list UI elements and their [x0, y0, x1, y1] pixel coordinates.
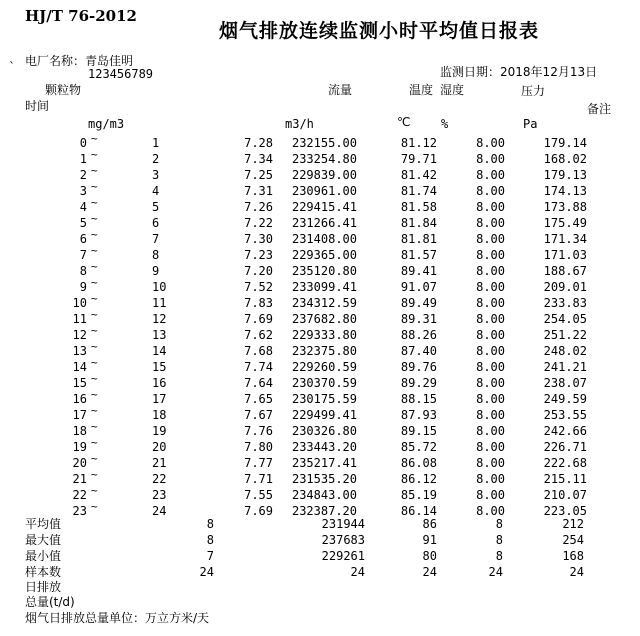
humidity-value: 8.00: [476, 392, 505, 406]
hour-end: 18: [152, 408, 167, 422]
pm-value: 7.76: [244, 424, 273, 438]
pm-value: 7.52: [244, 280, 273, 294]
tilde-separator: ~: [91, 228, 98, 241]
flow-value: 235120.80: [291, 264, 357, 278]
temp-value: 88.15: [400, 392, 437, 406]
flow-value: 229333.80: [291, 328, 357, 342]
monitor-date-value: 2018年12月13日: [500, 65, 598, 79]
flow-value: 237682.80: [291, 312, 357, 326]
temp-value: 91.07: [400, 280, 437, 294]
tilde-separator: ~: [91, 484, 98, 497]
tilde-separator: ~: [91, 404, 98, 417]
hour-start: 20: [72, 456, 87, 470]
hour-end: 8: [152, 248, 160, 262]
flow-value: 230961.00: [291, 184, 357, 198]
tilde-separator: ~: [91, 212, 98, 225]
pm-value: 7.62: [244, 328, 273, 342]
hour-start: 3: [79, 184, 87, 198]
hour-start: 8: [79, 264, 87, 278]
col-header-pressure: 压力: [521, 84, 546, 98]
tilde-separator: ~: [91, 132, 98, 145]
pressure-value: 253.55: [543, 408, 587, 422]
stray-backtick-mark: `: [9, 60, 15, 74]
flow-value: 235217.41: [291, 456, 357, 470]
tilde-separator: ~: [91, 180, 98, 193]
daily-emission-label-line2: 总量(t/d): [25, 595, 75, 609]
hour-start: 1: [79, 152, 87, 166]
col-header-humidity: 湿度: [440, 83, 465, 97]
hour-end: 4: [152, 184, 160, 198]
hour-end: 23: [152, 488, 167, 502]
hour-start: 23: [72, 504, 87, 518]
pm-summary-value: 8: [206, 517, 214, 531]
plant-name-value: 青岛佳明: [85, 54, 134, 68]
pressure-value: 171.34: [543, 232, 587, 246]
pressure-value: 174.13: [543, 184, 587, 198]
hour-end: 12: [152, 312, 167, 326]
flow-summary-value: 237683: [321, 533, 365, 547]
pressure-summary-value: 168: [562, 549, 584, 563]
tilde-separator: ~: [91, 356, 98, 369]
temp-value: 87.93: [400, 408, 437, 422]
hour-end: 21: [152, 456, 167, 470]
pm-value: 7.31: [244, 184, 273, 198]
temp-value: 88.26: [400, 328, 437, 342]
humidity-summary-value: 8: [495, 549, 503, 563]
temp-value: 86.12: [400, 472, 437, 486]
tilde-separator: ~: [91, 260, 98, 273]
hour-start: 13: [72, 344, 87, 358]
humidity-value: 8.00: [476, 328, 505, 342]
unit-temp: ℃: [397, 115, 411, 129]
tilde-separator: ~: [91, 388, 98, 401]
flow-value: 229499.41: [291, 408, 357, 422]
temp-value: 86.08: [400, 456, 437, 470]
hour-end: 13: [152, 328, 167, 342]
pm-value: 7.74: [244, 360, 273, 374]
humidity-value: 8.00: [476, 488, 505, 502]
hour-end: 9: [152, 264, 160, 278]
temp-value: 81.42: [400, 168, 437, 182]
flow-value: 232155.00: [291, 136, 357, 150]
hour-start: 11: [72, 312, 87, 326]
hour-start: 15: [72, 376, 87, 390]
tilde-separator: ~: [91, 164, 98, 177]
temp-summary-value: 86: [422, 517, 437, 531]
hour-end: 7: [152, 232, 160, 246]
pm-value: 7.30: [244, 232, 273, 246]
tilde-separator: ~: [91, 340, 98, 353]
hour-start: 17: [72, 408, 87, 422]
hour-end: 10: [152, 280, 167, 294]
pressure-value: 171.03: [543, 248, 587, 262]
unit-humidity: %: [441, 117, 449, 131]
temp-value: 86.14: [400, 504, 437, 518]
summary-row: [0, 549, 640, 565]
tilde-separator: ~: [91, 372, 98, 385]
summary-row: [0, 517, 640, 533]
hour-end: 20: [152, 440, 167, 454]
humidity-value: 8.00: [476, 152, 505, 166]
humidity-value: 8.00: [476, 360, 505, 374]
hour-start: 22: [72, 488, 87, 502]
tilde-separator: ~: [91, 308, 98, 321]
pressure-value: 233.83: [543, 296, 587, 310]
pressure-summary-value: 254: [562, 533, 584, 547]
flow-value: 230326.80: [291, 424, 357, 438]
temp-value: 79.71: [400, 152, 437, 166]
pm-value: 7.22: [244, 216, 273, 230]
tilde-separator: ~: [91, 244, 98, 257]
humidity-value: 8.00: [476, 168, 505, 182]
pm-summary-value: 24: [199, 565, 214, 579]
pm-value: 7.69: [244, 312, 273, 326]
pressure-value: 209.01: [543, 280, 587, 294]
tilde-separator: ~: [91, 420, 98, 433]
flue-gas-total-unit-note: 烟气日排放总量单位：万立方米/天: [25, 611, 210, 625]
plant-code: 123456789: [88, 67, 154, 81]
monitor-date-label: 监测日期：: [440, 65, 501, 79]
pm-value: 7.28: [244, 136, 273, 150]
temp-value: 81.81: [400, 232, 437, 246]
humidity-value: 8.00: [476, 216, 505, 230]
temp-value: 89.29: [400, 376, 437, 390]
flow-value: 233254.80: [291, 152, 357, 166]
hour-start: 18: [72, 424, 87, 438]
temp-value: 81.57: [400, 248, 437, 262]
unit-flow: m3/h: [285, 117, 314, 131]
pressure-value: 238.07: [543, 376, 587, 390]
flow-value: 230370.59: [291, 376, 357, 390]
tilde-separator: ~: [91, 148, 98, 161]
temp-value: 89.15: [400, 424, 437, 438]
pm-value: 7.23: [244, 248, 273, 262]
flow-value: 229260.59: [291, 360, 357, 374]
pm-value: 7.80: [244, 440, 273, 454]
humidity-value: 8.00: [476, 376, 505, 390]
humidity-value: 8.00: [476, 184, 505, 198]
flow-value: 231408.00: [291, 232, 357, 246]
hour-end: 16: [152, 376, 167, 390]
pressure-value: 215.11: [543, 472, 587, 486]
pressure-value: 226.71: [543, 440, 587, 454]
hour-start: 5: [79, 216, 87, 230]
summary-label: 样本数: [25, 565, 62, 579]
pressure-value: 222.68: [543, 456, 587, 470]
pressure-value: 241.21: [543, 360, 587, 374]
humidity-value: 8.00: [476, 344, 505, 358]
hour-end: 24: [152, 504, 167, 518]
hour-end: 6: [152, 216, 160, 230]
pressure-value: 179.13: [543, 168, 587, 182]
pm-value: 7.71: [244, 472, 273, 486]
temp-value: 89.76: [400, 360, 437, 374]
plant-name-label: 电厂名称：: [25, 54, 86, 68]
temp-summary-value: 80: [422, 549, 437, 563]
summary-label: 最大值: [25, 533, 62, 547]
hour-end: 19: [152, 424, 167, 438]
unit-pm: mg/m3: [88, 117, 125, 131]
col-header-temp: 温度: [409, 83, 434, 97]
pm-value: 7.83: [244, 296, 273, 310]
pressure-value: 173.88: [543, 200, 587, 214]
humidity-value: 8.00: [476, 264, 505, 278]
temp-value: 81.74: [400, 184, 437, 198]
pm-value: 7.69: [244, 504, 273, 518]
col-header-time: 时间: [25, 99, 50, 113]
pressure-value: 175.49: [543, 216, 587, 230]
humidity-value: 8.00: [476, 136, 505, 150]
flow-value: 232375.80: [291, 344, 357, 358]
hour-start: 12: [72, 328, 87, 342]
tilde-separator: ~: [91, 452, 98, 465]
pressure-value: 248.02: [543, 344, 587, 358]
standard-code: HJ/T 76-2012: [25, 7, 137, 25]
flow-value: 231535.20: [291, 472, 357, 486]
tilde-separator: ~: [91, 500, 98, 513]
pm-value: 7.67: [244, 408, 273, 422]
humidity-value: 8.00: [476, 232, 505, 246]
flow-value: 234843.00: [291, 488, 357, 502]
pm-value: 7.26: [244, 200, 273, 214]
pm-value: 7.64: [244, 376, 273, 390]
temp-value: 89.41: [400, 264, 437, 278]
humidity-value: 8.00: [476, 472, 505, 486]
temp-value: 81.58: [400, 200, 437, 214]
report-title: 烟气排放连续监测小时平均值日报表: [219, 20, 540, 42]
pm-value: 7.77: [244, 456, 273, 470]
pm-value: 7.25: [244, 168, 273, 182]
hour-end: 17: [152, 392, 167, 406]
flow-summary-value: 231944: [321, 517, 365, 531]
humidity-value: 8.00: [476, 456, 505, 470]
pm-value: 7.55: [244, 488, 273, 502]
flow-summary-value: 24: [350, 565, 365, 579]
humidity-value: 8.00: [476, 248, 505, 262]
flow-value: 233443.20: [291, 440, 357, 454]
pressure-value: 249.59: [543, 392, 587, 406]
summary-label: 平均值: [25, 517, 62, 531]
temp-summary-value: 91: [422, 533, 437, 547]
pressure-summary-value: 212: [562, 517, 584, 531]
hour-end: 1: [152, 136, 160, 150]
hour-start: 19: [72, 440, 87, 454]
pressure-value: 168.02: [543, 152, 587, 166]
pressure-value: 179.14: [543, 136, 587, 150]
pm-summary-value: 7: [206, 549, 214, 563]
daily-emission-label-line1: 日排放: [25, 580, 62, 594]
humidity-value: 8.00: [476, 440, 505, 454]
pm-value: 7.20: [244, 264, 273, 278]
hour-start: 7: [79, 248, 87, 262]
pm-value: 7.68: [244, 344, 273, 358]
humidity-value: 8.00: [476, 424, 505, 438]
hour-start: 21: [72, 472, 87, 486]
hour-start: 4: [79, 200, 87, 214]
flow-value: 229415.41: [291, 200, 357, 214]
hour-start: 6: [79, 232, 87, 246]
pm-value: 7.34: [244, 152, 273, 166]
flow-value: 229365.00: [291, 248, 357, 262]
humidity-summary-value: 8: [495, 517, 503, 531]
summary-label: 最小值: [25, 549, 62, 563]
flow-value: 231266.41: [291, 216, 357, 230]
hour-end: 22: [152, 472, 167, 486]
flow-summary-value: 229261: [321, 549, 365, 563]
monitor-date-line: [440, 66, 597, 79]
pressure-value: 254.05: [543, 312, 587, 326]
humidity-value: 8.00: [476, 504, 505, 518]
summary-row: [0, 533, 640, 549]
temp-value: 85.72: [400, 440, 437, 454]
tilde-separator: ~: [91, 324, 98, 337]
pm-summary-value: 8: [206, 533, 214, 547]
temp-value: 89.49: [400, 296, 437, 310]
col-header-remark: 备注: [587, 102, 612, 116]
humidity-value: 8.00: [476, 200, 505, 214]
flow-value: 232387.20: [291, 504, 357, 518]
summary-row: [0, 565, 640, 581]
hour-start: 14: [72, 360, 87, 374]
hour-end: 5: [152, 200, 160, 214]
flow-value: 229839.00: [291, 168, 357, 182]
pressure-value: 210.07: [543, 488, 587, 502]
col-header-pm: 颗粒物: [45, 83, 82, 97]
hour-end: 3: [152, 168, 160, 182]
hour-start: 0: [79, 136, 87, 150]
tilde-separator: ~: [91, 468, 98, 481]
temp-value: 81.84: [400, 216, 437, 230]
humidity-summary-value: 8: [495, 533, 503, 547]
hour-start: 9: [79, 280, 87, 294]
hour-end: 14: [152, 344, 167, 358]
hour-start: 2: [79, 168, 87, 182]
pressure-value: 251.22: [543, 328, 587, 342]
flow-value: 230175.59: [291, 392, 357, 406]
tilde-separator: ~: [91, 436, 98, 449]
hour-start: 10: [72, 296, 87, 310]
temp-value: 85.19: [400, 488, 437, 502]
col-header-flow: 流量: [328, 83, 353, 97]
tilde-separator: ~: [91, 276, 98, 289]
pressure-value: 188.67: [543, 264, 587, 278]
pressure-value: 242.66: [543, 424, 587, 438]
humidity-value: 8.00: [476, 280, 505, 294]
unit-pressure: Pa: [523, 117, 538, 131]
humidity-value: 8.00: [476, 296, 505, 310]
hour-end: 15: [152, 360, 167, 374]
hour-end: 11: [152, 296, 167, 310]
tilde-separator: ~: [91, 292, 98, 305]
temp-value: 81.12: [400, 136, 437, 150]
humidity-value: 8.00: [476, 408, 505, 422]
humidity-summary-value: 24: [488, 565, 503, 579]
hour-start: 16: [72, 392, 87, 406]
hour-end: 2: [152, 152, 160, 166]
flow-value: 233099.41: [291, 280, 357, 294]
tilde-separator: ~: [91, 196, 98, 209]
temp-value: 89.31: [400, 312, 437, 326]
temp-value: 87.40: [400, 344, 437, 358]
humidity-value: 8.00: [476, 312, 505, 326]
pm-value: 7.65: [244, 392, 273, 406]
temp-summary-value: 24: [422, 565, 437, 579]
pressure-value: 223.05: [543, 504, 587, 518]
pressure-summary-value: 24: [569, 565, 584, 579]
flow-value: 234312.59: [291, 296, 357, 310]
